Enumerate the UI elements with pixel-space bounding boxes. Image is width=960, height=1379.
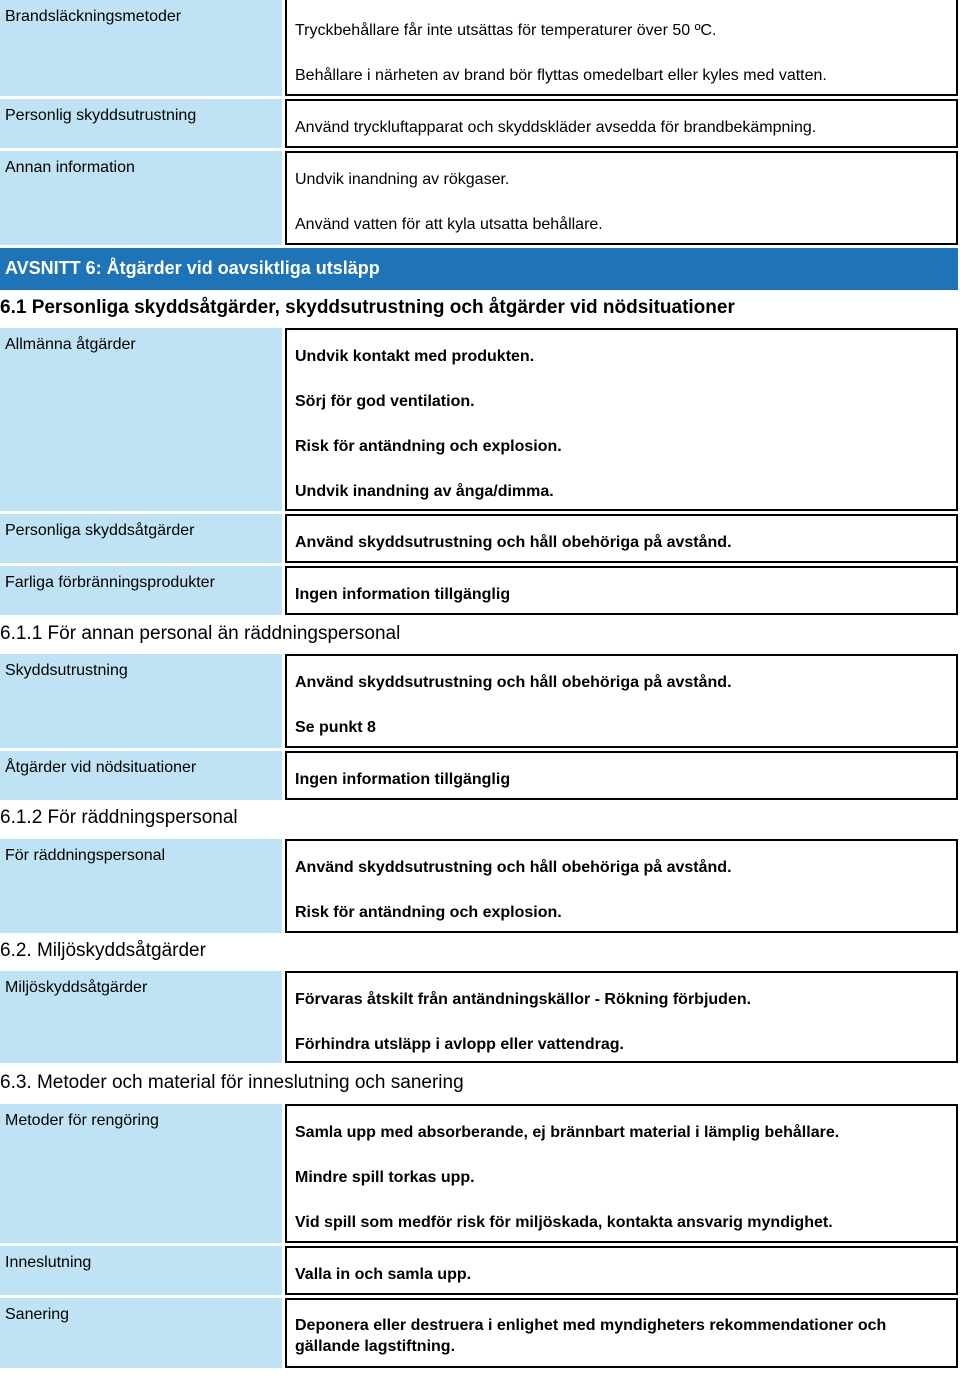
value-line: Deponera eller destruera i enlighet med myndigheters rekommendationer och gällande lagstiftning. bbox=[295, 1317, 887, 1355]
value-line: Risk för antändning och explosion. bbox=[295, 904, 562, 921]
row-value bbox=[285, 751, 958, 800]
row-label: Inneslutning bbox=[0, 1246, 282, 1295]
heading-6-1-2: 6.1.2 För räddningspersonal bbox=[0, 807, 238, 828]
row-value bbox=[285, 839, 958, 933]
row-value bbox=[285, 566, 958, 615]
row-label: Sanering bbox=[0, 1298, 282, 1368]
row-label: Farliga förbränningsprodukter bbox=[0, 566, 282, 615]
row-value bbox=[285, 99, 958, 148]
value-line: Ingen information tillgänglig bbox=[295, 586, 511, 603]
row-value bbox=[285, 1104, 958, 1243]
row-label: Åtgärder vid nödsituationer bbox=[0, 751, 282, 800]
value-line: Behållare i närheten av brand bör flyttas omedelbart eller kyles med vatten. bbox=[295, 67, 827, 84]
value-line: Samla upp med absorberande, ej brännbart material i lämplig behållare. bbox=[295, 1124, 840, 1141]
row-label: Allmänna åtgärder bbox=[0, 328, 282, 511]
value-line: Undvik kontakt med produkten. bbox=[295, 348, 535, 365]
section-banner: AVSNITT 6: Åtgärder vid oavsiktliga utsläpp bbox=[0, 248, 958, 290]
value-line: Ingen information tillgänglig bbox=[295, 771, 511, 788]
value-line: Risk för antändning och explosion. bbox=[295, 438, 562, 455]
value-line: Använd skyddsutrustning och håll obehöriga på avstånd. bbox=[295, 674, 732, 691]
value-line: Valla in och samla upp. bbox=[295, 1266, 472, 1283]
row-label: Brandsläckningsmetoder bbox=[0, 0, 282, 96]
value-line: Använd skyddsutrustning och håll obehöriga på avstånd. bbox=[295, 859, 732, 876]
heading-6-1: 6.1 Personliga skyddsåtgärder, skyddsutrustning och åtgärder vid nödsituationer bbox=[0, 297, 735, 318]
row-value bbox=[285, 514, 958, 563]
value-line: Undvik inandning av rökgaser. bbox=[295, 171, 510, 188]
row-label: Miljöskyddsåtgärder bbox=[0, 971, 282, 1063]
row-label: Skyddsutrustning bbox=[0, 654, 282, 748]
heading-6-1-1: 6.1.1 För annan personal än räddningspersonal bbox=[0, 623, 401, 644]
heading-6-3: 6.3. Metoder och material för inneslutning och sanering bbox=[0, 1072, 464, 1093]
row-label: Personliga skyddsåtgärder bbox=[0, 514, 282, 563]
row-label: Metoder för rengöring bbox=[0, 1104, 282, 1243]
row-value bbox=[285, 151, 958, 245]
row-label: Annan information bbox=[0, 151, 282, 245]
value-line: Undvik inandning av ånga/dimma. bbox=[295, 483, 554, 500]
row-label: Personlig skyddsutrustning bbox=[0, 99, 282, 148]
row-label: För räddningspersonal bbox=[0, 839, 282, 933]
row-value bbox=[285, 328, 958, 511]
row-value bbox=[285, 971, 958, 1063]
row-value bbox=[285, 1246, 958, 1295]
value-line: Använd skyddsutrustning och håll obehöriga på avstånd. bbox=[295, 534, 732, 551]
value-line: Förvaras åtskilt från antändningskällor - Rökning förbjuden. bbox=[295, 991, 752, 1008]
row-value bbox=[285, 0, 958, 96]
row-value bbox=[285, 1298, 958, 1368]
value-line: Se punkt 8 bbox=[295, 719, 376, 736]
value-line: Sörj för god ventilation. bbox=[295, 393, 475, 410]
heading-6-2: 6.2. Miljöskyddsåtgärder bbox=[0, 940, 206, 961]
value-line: Vid spill som medför risk för miljöskada, kontakta ansvarig myndighet. bbox=[295, 1214, 833, 1231]
value-line: Mindre spill torkas upp. bbox=[295, 1169, 475, 1186]
row-value bbox=[285, 654, 958, 748]
value-line: Tryckbehållare får inte utsättas för temperaturer över 50 ºC. bbox=[295, 22, 717, 39]
value-line: Använd vatten för att kyla utsatta behållare. bbox=[295, 216, 603, 233]
value-line: Förhindra utsläpp i avlopp eller vattendrag. bbox=[295, 1036, 624, 1053]
value-line: Använd tryckluftapparat och skyddskläder avsedda för brandbekämpning. bbox=[295, 119, 817, 136]
